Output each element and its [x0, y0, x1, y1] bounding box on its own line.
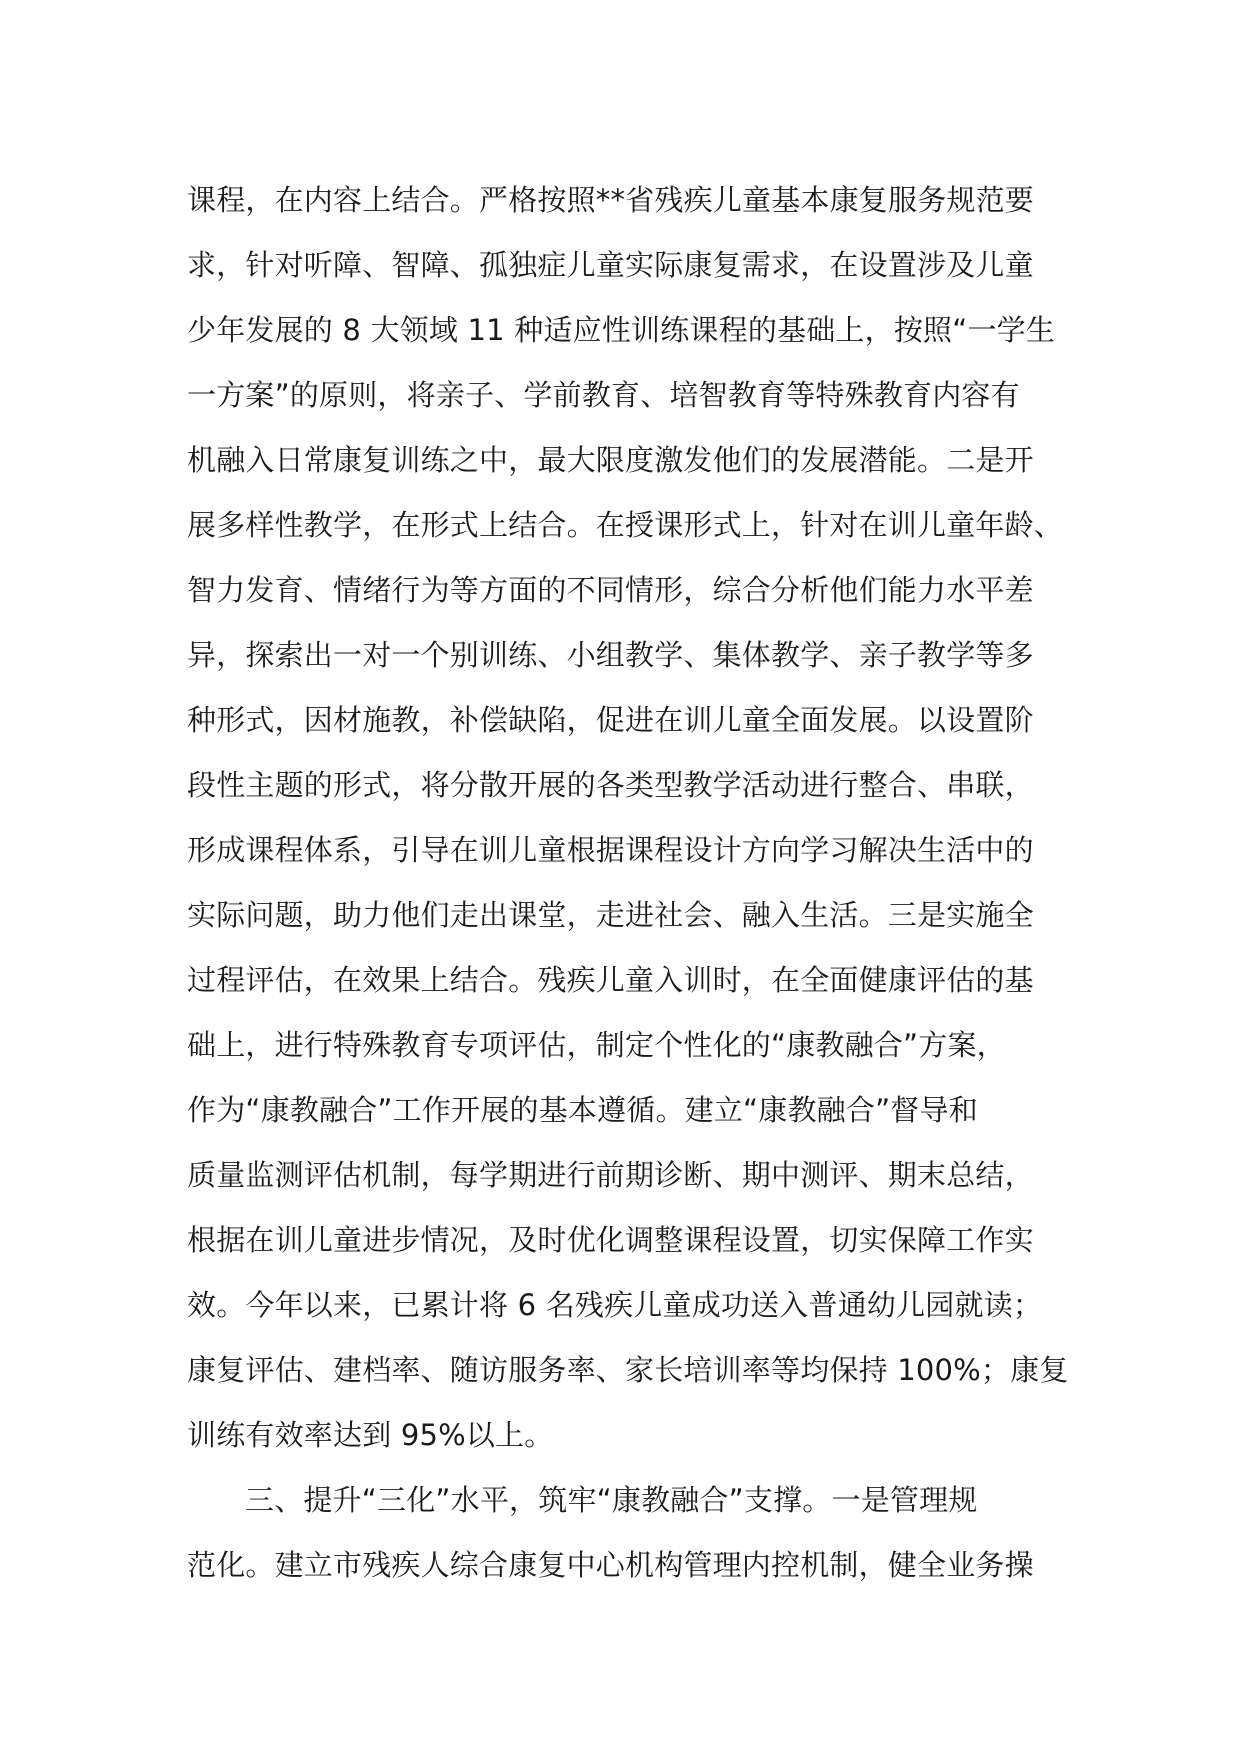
text-line: 展多样性教学，在形式上结合。在授课形式上，针对在训儿童年龄、 — [187, 508, 1064, 542]
text-line: 康复评估、建档率、随访服务率、家长培训率等均保持 100%；康复 — [187, 1353, 1069, 1387]
text-line: 训练有效率达到 95%以上。 — [187, 1418, 554, 1452]
text-line: 础上，进行特殊教育专项评估，制定个性化的“康教融合”方案， — [187, 1028, 1006, 1062]
text-line: 少年发展的 8 大领域 11 种适应性训练课程的基础上，按照“一学生 — [187, 313, 1056, 347]
text-line: 形成课程体系，引导在训儿童根据课程设计方向学习解决生活中的 — [187, 833, 1034, 867]
text-line: 质量监测评估机制，每学期进行前期诊断、期中测评、期末总结， — [187, 1158, 1034, 1192]
text-line: 根据在训儿童进步情况，及时优化调整课程设置，切实保障工作实 — [187, 1223, 1034, 1257]
body-text — [187, 168, 1087, 1598]
text-line: 一方案”的原则，将亲子、学前教育、培智教育等特殊教育内容有 — [187, 378, 1020, 412]
text-line: 效。今年以来，已累计将 6 名残疾儿童成功送入普通幼儿园就读； — [187, 1288, 1043, 1322]
text-line: 异，探索出一对一个别训练、小组教学、集体教学、亲子教学等多 — [187, 638, 1034, 672]
text-line: 种形式，因材施教，补偿缺陷，促进在训儿童全面发展。以设置阶 — [187, 703, 1034, 737]
text-line: 作为“康教融合”工作开展的基本遵循。建立“康教融合”督导和 — [187, 1093, 978, 1127]
text-line: 过程评估，在效果上结合。残疾儿童入训时，在全面健康评估的基 — [187, 963, 1034, 997]
text-line: 求，针对听障、智障、孤独症儿童实际康复需求，在设置涉及儿童 — [187, 248, 1034, 282]
text-line: 机融入日常康复训练之中，最大限度激发他们的发展潜能。二是开 — [187, 443, 1034, 477]
text-line: 智力发育、情绪行为等方面的不同情形，综合分析他们能力水平差 — [187, 573, 1034, 607]
text-line: 段性主题的形式，将分散开展的各类型教学活动进行整合、串联， — [187, 768, 1034, 802]
text-line: 实际问题，助力他们走出课堂，走进社会、融入生活。三是实施全 — [187, 898, 1034, 932]
text-line: 课程，在内容上结合。严格按照**省残疾儿童基本康复服务规范要 — [187, 183, 1035, 217]
text-line: 范化。建立市残疾人综合康复中心机构管理内控机制，健全业务操 — [187, 1548, 1034, 1582]
section-heading-line: 三、提升“三化”水平，筑牢“康教融合”支撑。一是管理规 — [245, 1483, 978, 1517]
